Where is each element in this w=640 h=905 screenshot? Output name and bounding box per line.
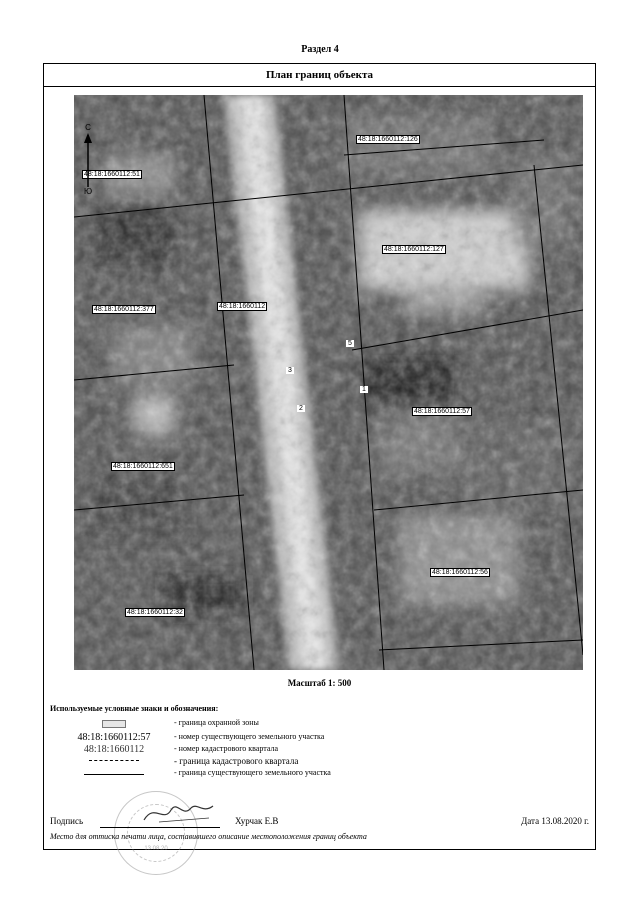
parcel-label: 48:18:1660112:32 xyxy=(127,609,183,616)
point-label: 2 xyxy=(299,405,303,412)
stamp-date: 13.08.20 xyxy=(144,846,168,852)
parcel-boundary-symbol xyxy=(64,768,164,780)
parcel-label: 48:18:1660112:57 xyxy=(414,408,470,415)
parcel-label: 48:18:1660112:127 xyxy=(384,246,444,253)
signature-line xyxy=(100,827,220,828)
parcel-label: 48:18:1660112:651 xyxy=(113,463,173,470)
section-title: Раздел 4 xyxy=(301,44,339,55)
protection-zone-symbol xyxy=(64,718,164,730)
legend-text: - граница охранной зоны xyxy=(174,718,259,727)
quarter-boundary-symbol xyxy=(64,756,164,768)
parcel-label: 48:18:1660112:126 xyxy=(358,136,418,143)
point-label: 1 xyxy=(362,386,366,393)
parcel-number-symbol: 48:18:1660112:57 xyxy=(77,732,151,743)
north-arrow-icon xyxy=(82,133,94,193)
plan-frame xyxy=(43,63,596,850)
parcel-label: 48:18:1660112:51 xyxy=(84,171,140,178)
quarter-number-symbol: 48:18:1660112 xyxy=(83,744,145,755)
plan-title: План границ объекта xyxy=(44,64,595,87)
parcel-label: 48:18:1660112:377 xyxy=(94,306,154,313)
parcel-label: 48:18:1660112 xyxy=(219,303,266,310)
stamp-note: Место для оттиска печати лица, составившего описание местоположения границ объекта xyxy=(50,832,367,841)
legend-text: - граница существующего земельного участка xyxy=(174,768,331,777)
signature-date: Дата 13.08.2020 г. xyxy=(521,816,589,826)
north-label: С xyxy=(85,123,91,132)
legend-text: - граница кадастрового квартала xyxy=(174,756,299,766)
legend-title: Используемые условные знаки и обозначения: xyxy=(50,704,219,713)
aerial-map xyxy=(74,95,583,670)
signature-row xyxy=(50,816,589,830)
point-label: 5 xyxy=(348,340,352,347)
point-label: 3 xyxy=(288,367,292,374)
parcel-label: 48:18:1660112:56 xyxy=(432,569,488,576)
legend-text: - номер существующего земельного участка xyxy=(174,732,325,741)
north-arrow xyxy=(82,125,94,205)
signer-name: Хурчак Е.В xyxy=(235,816,279,826)
south-label: Ю xyxy=(83,187,93,196)
legend-text: - номер кадастрового квартала xyxy=(174,744,279,753)
signature-label: Подпись xyxy=(50,816,84,826)
map-scale: Масштаб 1: 500 xyxy=(287,678,352,688)
